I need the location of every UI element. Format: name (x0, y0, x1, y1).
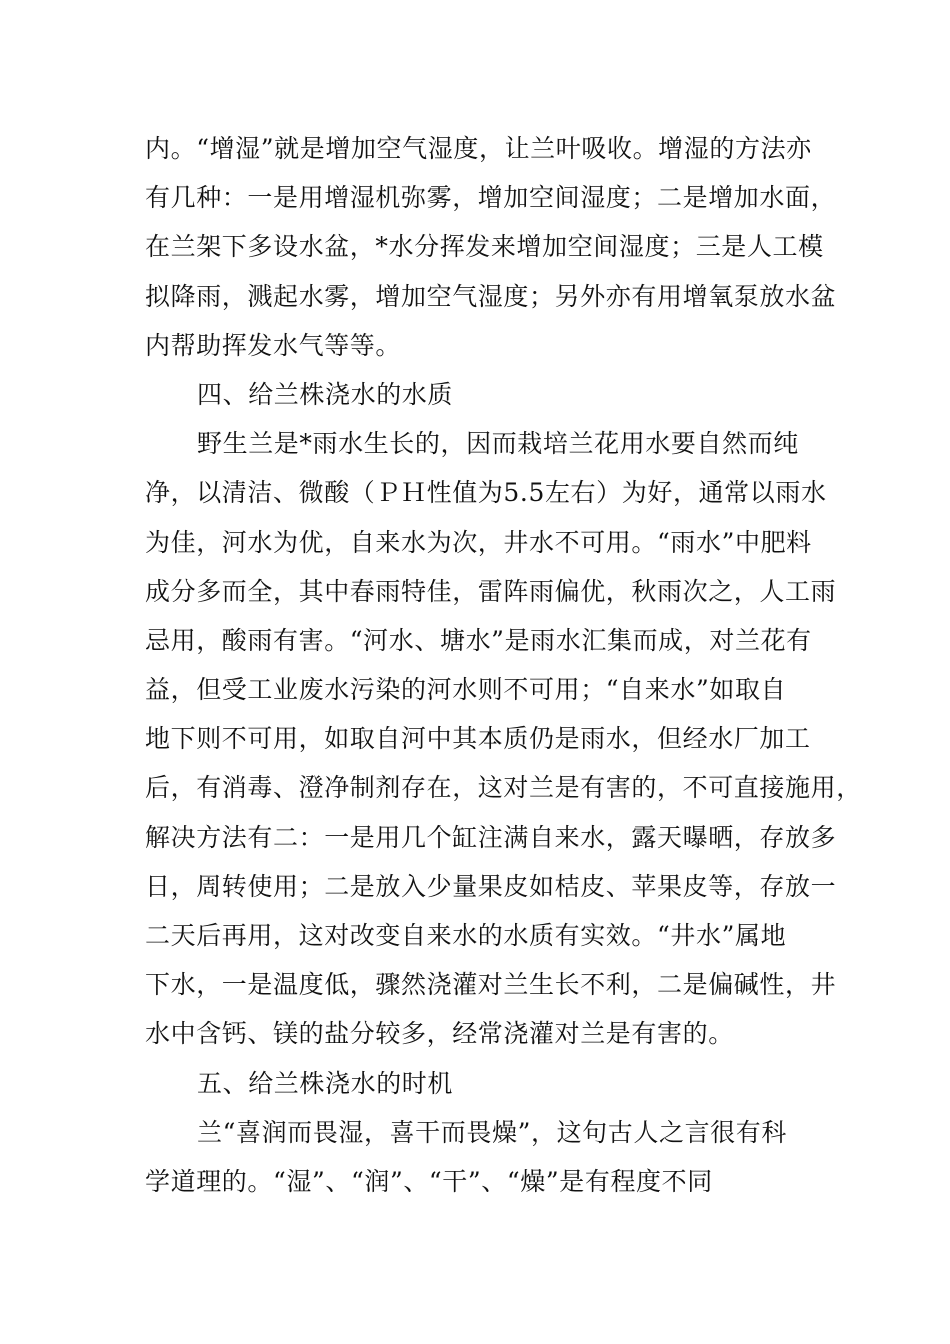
paragraph-first-line: 野生兰是*雨水生长的，因而栽培兰花用水要自然而纯 (197, 429, 799, 459)
text-line: 拟降雨，溅起水雾，增加空气湿度；另外亦有用增氧泵放水盆 (145, 281, 837, 311)
text-line: 学道理的。“湿”、“润”、“干”、“燥”是有程度不同 (145, 1166, 713, 1196)
text-line: 内。“增湿”就是增加空气湿度，让兰叶吸收。增湿的方法亦 (145, 134, 812, 163)
text-line: 益，但受工业废水污染的河水则不可用；“自来水”如取自 (145, 675, 787, 705)
text-line: 水中含钙、镁的盐分较多，经常浇灌对兰是有害的。 (145, 1019, 734, 1049)
text-line: 地下则不可用，如取自河中其本质仍是雨水，但经水厂加工 (145, 724, 811, 754)
document-body (145, 124, 862, 1206)
text-line: 后，有消毒、澄净制剂存在，这对兰是有害的，不可直接施用， (145, 773, 862, 803)
text-line: 二天后再用，这对改变自来水的水质有实效。“井水”属地 (145, 921, 787, 950)
text-line: 内帮助挥发水气等等。 (145, 330, 402, 360)
section-heading: 五、给兰株浇水的时机 (197, 1068, 454, 1098)
section-heading: 四、给兰株浇水的水质 (197, 379, 454, 409)
text-line: 为佳，河水为优，自来水为次，井水不可用。“雨水”中肥料 (145, 527, 812, 557)
text-line: 日，周转使用；二是放入少量果皮如桔皮、苹果皮等，存放一 (145, 871, 837, 901)
text-line: 下水，一是温度低，骤然浇灌对兰生长不利，二是偏碱性，井 (145, 970, 837, 1000)
text-line: 忌用，酸雨有害。“河水、塘水”是雨水汇集而成，对兰花有 (145, 625, 812, 655)
text-line: 有几种：一是用增湿机弥雾，增加空间湿度；二是增加水面， (145, 183, 837, 213)
text-line: 成分多而全，其中春雨特佳，雷阵雨偏优，秋雨次之，人工雨 (145, 576, 837, 606)
text-line: 在兰架下多设水盆，*水分挥发来增加空间湿度；三是人工模 (145, 232, 824, 262)
text-line: 净，以清洁、微酸（ＰＨ性值为5.5左右）为好，通常以雨水 (145, 478, 827, 508)
text-line: 解决方法有二：一是用几个缸注满自来水，露天曝晒，存放多 (145, 822, 837, 852)
paragraph-first-line: 兰“喜润而畏湿，喜干而畏燥”，这句古人之言很有科 (197, 1117, 787, 1147)
